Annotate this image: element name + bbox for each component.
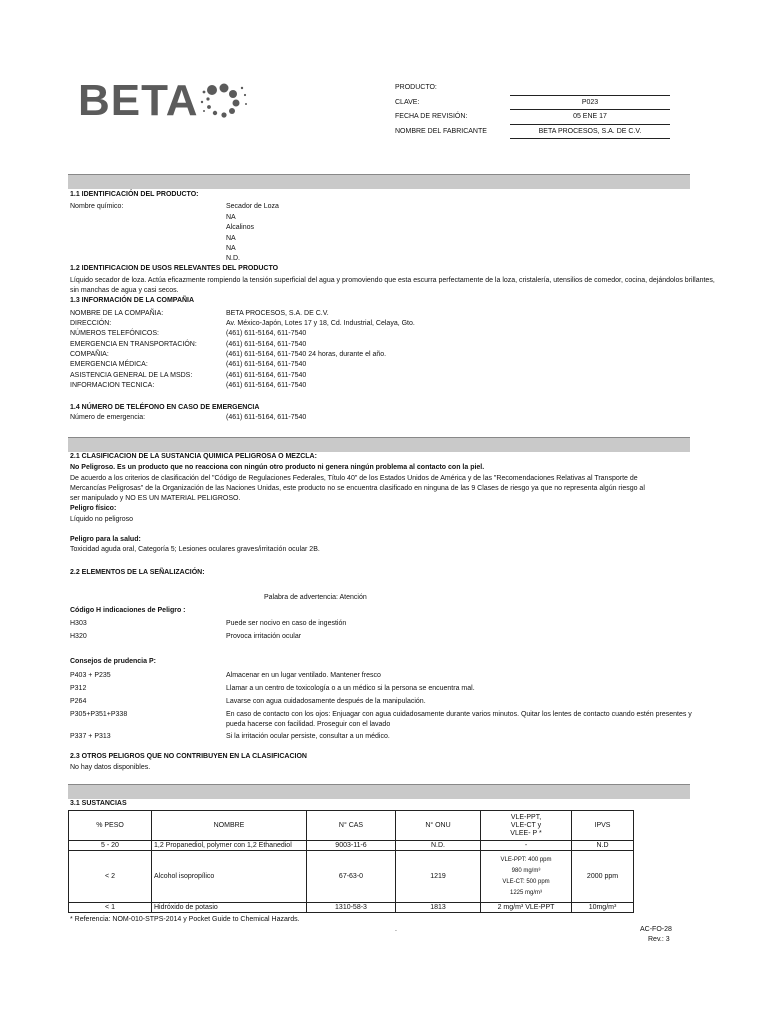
substances-table [68, 810, 634, 913]
cell-cas: 9003-11-6 [307, 841, 396, 851]
cell-ipvs: N.D [572, 841, 634, 851]
fabricante-underline [510, 138, 670, 139]
s13-label: EMERGENCIA EN TRANSPORTACIÓN: [70, 341, 197, 348]
h-text: Puede ser nocivo en caso de ingestión [226, 620, 347, 627]
cell-onu: N.D. [396, 841, 481, 851]
p-text: Almacenar en un lugar ventilado. Mantener fresco [226, 672, 381, 679]
table-row [69, 841, 634, 851]
s14-title: 1.4 NÚMERO DE TELÉFONO EN CASO DE EMERGENCIA [70, 404, 260, 411]
p-text: Si la irritación ocular persiste, consultar a un médico. [226, 733, 390, 740]
s13-value: Av. México-Japón, Lotes 17 y 18, Cd. Industrial, Celaya, Gto. [226, 320, 415, 327]
clave-value: P023 [581, 99, 599, 106]
section-2-bar [68, 437, 690, 452]
codigo-h-title: Código H indicaciones de Peligro : [70, 607, 186, 614]
section-1-bar [68, 174, 690, 189]
logo-text: BETA [78, 76, 199, 125]
vle-line: 1225 mg/m³ [509, 889, 542, 896]
cell-peso: < 2 [69, 851, 152, 903]
s22-title: 2.2 ELEMENTOS DE LA SEÑALIZACIÓN: [70, 569, 205, 576]
s13-value: BETA PROCESOS, S.A. DE C.V. [226, 310, 329, 317]
cell-nombre: Hidróxido de potasio [152, 903, 307, 913]
s13-label: NÚMEROS TELEFÓNICOS: [70, 330, 159, 337]
s13-value: (461) 611-5164, 611-7540 [226, 372, 307, 379]
cell-cas: 1310-58-3 [307, 903, 396, 913]
s11-value: N.D. [226, 255, 240, 262]
peligro-fisico-label: Peligro físico: [70, 505, 117, 512]
cell-onu: 1219 [396, 851, 481, 903]
col-header-ipvs: IPVS [572, 811, 634, 841]
fecha-underline [510, 124, 670, 125]
s13-label: INFORMACION TECNICA: [70, 382, 155, 389]
s12-line: Líquido secador de loza. Actúa eficazmente rompiendo la tensión superficial del agua y promoviendo que esta escurra perfectamente de la loza, cristalería, utensilios de comedor, cocina, dejándolos brillantes, [70, 277, 715, 284]
p-code: P337 + P313 [70, 733, 111, 740]
col-header-vle: VLE-PPT, VLE-CT y VLEE- P * [481, 811, 572, 841]
s13-label: NOMBRE DE LA COMPAÑIA: [70, 310, 164, 317]
footer-code: AC-FO-28 [640, 926, 672, 933]
s11-title: 1.1 IDENTIFICACIÓN DEL PRODUCTO: [70, 191, 199, 198]
col-header-peso: % PESO [69, 811, 152, 841]
p-text: pueda hacerse con facilidad. Proseguir con el lavado [226, 721, 391, 728]
cell-peso: 5 - 20 [69, 841, 152, 851]
cell-ipvs: 2000 ppm [572, 851, 634, 903]
s13-title: 1.3 INFORMACIÓN DE LA COMPAÑIA [70, 297, 195, 304]
s21-line: ser manipulado y NO ES UN MATERIAL PELIGROSO. [70, 495, 241, 502]
cell-vle: 2 mg/m³ VLE-PPT [481, 903, 572, 913]
s11-value: NA [226, 235, 236, 242]
cell-onu: 1813 [396, 903, 481, 913]
logo-dots-icon [190, 80, 250, 122]
p-code: P305+P351+P338 [70, 711, 128, 718]
fecha-label: FECHA DE REVISIÓN: [395, 113, 468, 120]
vle-line: VLE-PPT: 400 ppm [500, 856, 552, 863]
clave-underline [510, 109, 670, 110]
p-text: Lavarse con agua cuidadosamente después de la manipulación. [226, 698, 426, 705]
s11-value: NA [226, 245, 236, 252]
s13-label: DIRECCIÓN: [70, 320, 112, 327]
col-header-cas: N° CAS [307, 811, 396, 841]
table-row [69, 851, 634, 903]
emergencia-label: Número de emergencia: [70, 414, 146, 421]
cell-ipvs: 10mg/m³ [572, 903, 634, 913]
s11-value: NA [226, 214, 236, 221]
fecha-value: 05 ENE 17 [573, 113, 607, 120]
p-text: Llamar a un centro de toxicología o a un médico si la persona se encuentra mal. [226, 685, 475, 692]
s11-value: Secador de Loza [226, 203, 279, 210]
cell-cas: 67-63-0 [307, 851, 396, 903]
beta-logo [78, 76, 258, 125]
peligro-salud-label: Peligro para la salud: [70, 536, 141, 543]
cell-nombre: Alcohol isopropílico [152, 851, 307, 903]
p-code: P264 [70, 698, 87, 705]
h-text: Provoca irritación ocular [226, 633, 302, 640]
col-header-onu: N° ONU [396, 811, 481, 841]
s21-line: Mercancías Peligrosas" de la Organización de las Naciones Unidas, este producto no se encuentra clasificado en ninguna de las 9 Clases de riesgo ya que no representa algún riesgo al [70, 485, 645, 492]
fabricante-label: NOMBRE DEL FABRICANTE [395, 128, 487, 135]
s12-title: 1.2 IDENTIFICACION DE USOS RELEVANTES DEL PRODUCTO [70, 265, 279, 272]
footer-dot: . [395, 926, 397, 933]
s11-value: Alcalinos [226, 224, 255, 231]
vle-line: VLE-CT: 500 ppm [502, 878, 550, 885]
s13-value: (461) 611-5164, 611-7540 [226, 330, 307, 337]
fabricante-value: BETA PROCESOS, S.A. DE C.V. [538, 128, 642, 135]
s21-line: De acuerdo a los criterios de clasificación del "Código de Regulaciones Federales, Título 40" de los Estados Unidos de América y de las "Recomendaciones Relativas al Transporte de [70, 475, 638, 482]
peligro-fisico-value: Líquido no peligroso [70, 516, 134, 523]
palabra-advertencia: Palabra de advertencia: Atención [264, 594, 367, 601]
footer-rev: Rev.: 3 [648, 936, 670, 943]
s13-label: EMERGENCIA MÉDICA: [70, 361, 148, 368]
table-header-row [69, 811, 634, 841]
s21-title: 2.1 CLASIFICACION DE LA SUSTANCIA QUIMICA PELIGROSA O MEZCLA: [70, 453, 317, 460]
h-code: H320 [70, 633, 87, 640]
p-code: P312 [70, 685, 87, 692]
s23-text: No hay datos disponibles. [70, 764, 151, 771]
clave-label: CLAVE: [395, 99, 420, 106]
consejos-title: Consejos de prudencia P: [70, 658, 156, 665]
h-code: H303 [70, 620, 87, 627]
s21-bold-line: No Peligroso. Es un producto que no reacciona con ningún otro producto ni genera ningún problema al contacto con la piel. [70, 464, 485, 471]
s13-label: ASISTENCIA GENERAL DE LA MSDS: [70, 372, 193, 379]
cell-peso: < 1 [69, 903, 152, 913]
p-text: En caso de contacto con los ojos: Enjuagar con agua cuidadosamente durante varios minutos. Quitar los lentes de contacto cuando estén presentes y [226, 711, 692, 718]
referencia-note: * Referencia: NOM-010-STPS-2014 y Pocket Guide to Chemical Hazards. [70, 916, 300, 923]
s12-line: sin manchas de agua y casi secos. [70, 287, 179, 294]
s13-value: (461) 611-5164, 611-7540 [226, 382, 307, 389]
s13-label: COMPAÑIA: [70, 351, 109, 358]
cell-vle [481, 851, 572, 903]
producto-label: PRODUCTO: [395, 84, 437, 91]
cell-vle: - [481, 841, 572, 851]
producto-underline [510, 95, 670, 96]
s13-value: (461) 611-5164, 611-7540 24 horas, durante el año. [226, 351, 387, 358]
table-row [69, 903, 634, 913]
nombre-quimico-label: Nombre químico: [70, 203, 124, 210]
emergencia-value: (461) 611-5164, 611-7540 [226, 414, 307, 421]
s13-value: (461) 611-5164, 611-7540 [226, 341, 307, 348]
vle-line: 980 mg/m³ [511, 867, 541, 874]
section-3-bar [68, 784, 690, 799]
cell-nombre: 1,2 Propanediol, polymer con 1,2 Ethanediol [152, 841, 307, 851]
col-header-nombre: NOMBRE [152, 811, 307, 841]
s31-title: 3.1 SUSTANCIAS [70, 800, 127, 807]
s23-title: 2.3 OTROS PELIGROS QUE NO CONTRIBUYEN EN LA CLASIFICACION [70, 753, 307, 760]
p-code: P403 + P235 [70, 672, 111, 679]
s13-value: (461) 611-5164, 611-7540 [226, 361, 307, 368]
peligro-salud-value: Toxicidad aguda oral, Categoría 5; Lesiones oculares graves/irritación ocular 2B. [70, 546, 320, 553]
